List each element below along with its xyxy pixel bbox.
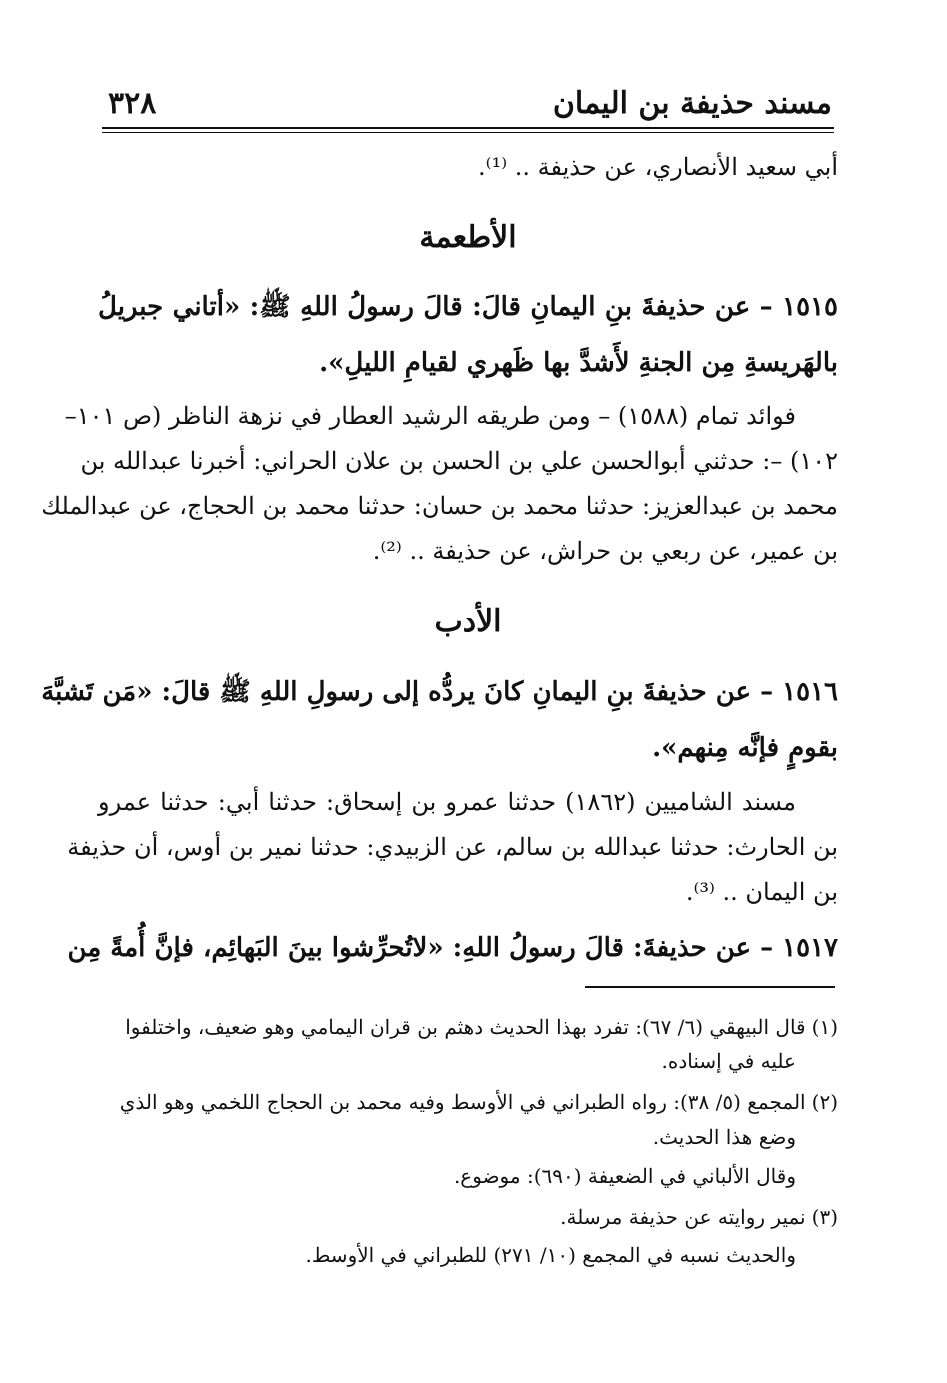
hadith-1517-line-1: ١٥١٧ – عن حذيفةَ: قالَ رسولُ اللهِ: «لاتُحرِّشوا بينَ البَهائِم، فإنَّ أُمةً مِن: [67, 933, 838, 963]
hadith-1515-line-1: ١٥١٥ – عن حذيفةَ بنِ اليمانِ قالَ: قالَ رسولُ اللهِ ﷺ: «أتاني جبريلُ: [98, 292, 838, 322]
header-rule-thin: [102, 132, 834, 133]
footnote-2-text: المجمع (٥/ ٣٨): رواه الطبراني في الأوسط وفيه محمد بن الحجاج اللخمي وهو الذي: [119, 1090, 806, 1114]
footnote-2-line-3: وقال الألباني في الضعيفة (٦٩٠): موضوع.: [453, 1164, 796, 1188]
section-heading-manners: الأدب: [434, 604, 502, 639]
takhrij-1516-line-2: بن الحارث: حدثنا عبدالله بن سالم، عن الزبيدي: حدثنا نمير بن أوس، أن حذيفة: [67, 833, 838, 861]
page-bottom-margin: [0, 1300, 947, 1383]
footnote-1-line-1: [98, 1011, 838, 1043]
footnote-1-line-2: عليه في إسناده.: [661, 1049, 796, 1073]
takhrij-1515-line-4: بن عمير، عن ربعي بن حراش، عن حذيفة .. ⁽²⁾.: [372, 537, 838, 565]
takhrij-1515-line-3: محمد بن عبدالعزيز: حدثنا محمد بن حسان: حدثنا محمد بن الحجاج، عن عبدالملك: [41, 492, 838, 520]
takhrij-1516-line-3: بن اليمان .. ⁽³⁾.: [685, 878, 838, 906]
running-header-title: مسند حذيفة بن اليمان: [552, 86, 832, 121]
footnote-2-line-1: [98, 1086, 838, 1118]
hadith-1516-line-2: بقومٍ فإنَّه مِنهم».: [652, 733, 838, 763]
footnote-3-text: نمير روايته عن حذيفة مرسلة.: [560, 1205, 806, 1229]
hadith-1516-line-1: ١٥١٦ – عن حذيفةَ بنِ اليمانِ كانَ يردُّه إلى رسولِ اللهِ ﷺ قالَ: «مَن تَشبَّهَ: [41, 677, 838, 707]
footnote-1-text: قال البيهقي (٦/ ٦٧): تفرد بهذا الحديث دهثم بن قران اليمامي وهو ضعيف، واختلفوا: [125, 1015, 806, 1039]
takhrij-1515-line-1: فوائد تمام (١٥٨٨) – ومن طريقه الرشيد العطار في نزهة الناظر (ص ١٠١–: [64, 402, 796, 430]
carryover-line: أبي سعيد الأنصاري، عن حذيفة .. ⁽¹⁾.: [478, 153, 838, 181]
footnote-3-line-2: والحديث نسبه في المجمع (١٠/ ٢٧١) للطبراني في الأوسط.: [305, 1243, 796, 1267]
section-heading-foods: الأطعمة: [419, 220, 517, 255]
footnote-separator: [585, 986, 835, 988]
footnote-1-number: (١): [811, 1015, 838, 1039]
footnote-3-number: (٣): [811, 1205, 838, 1229]
takhrij-1515-line-2: ١٠٢) –: حدثني أبوالحسن علي بن الحسن بن علان الحراني: أخبرنا عبدالله بن: [80, 447, 838, 475]
header-rule: [102, 127, 834, 129]
footnote-2-line-2: وضع هذا الحديث.: [652, 1125, 796, 1149]
footnote-3-line-1: [98, 1201, 838, 1233]
footnote-2-number: (٢): [811, 1090, 838, 1114]
page-number: ٣٢٨: [108, 86, 157, 121]
takhrij-1516-line-1: مسند الشاميين (١٨٦٢) حدثنا عمرو بن إسحاق: حدثنا أبي: حدثنا عمرو: [98, 788, 796, 816]
hadith-1515-line-2: بالهَريسةِ مِن الجنةِ لأَشدَّ بها ظَهري لقيامِ الليلِ».: [319, 348, 838, 378]
